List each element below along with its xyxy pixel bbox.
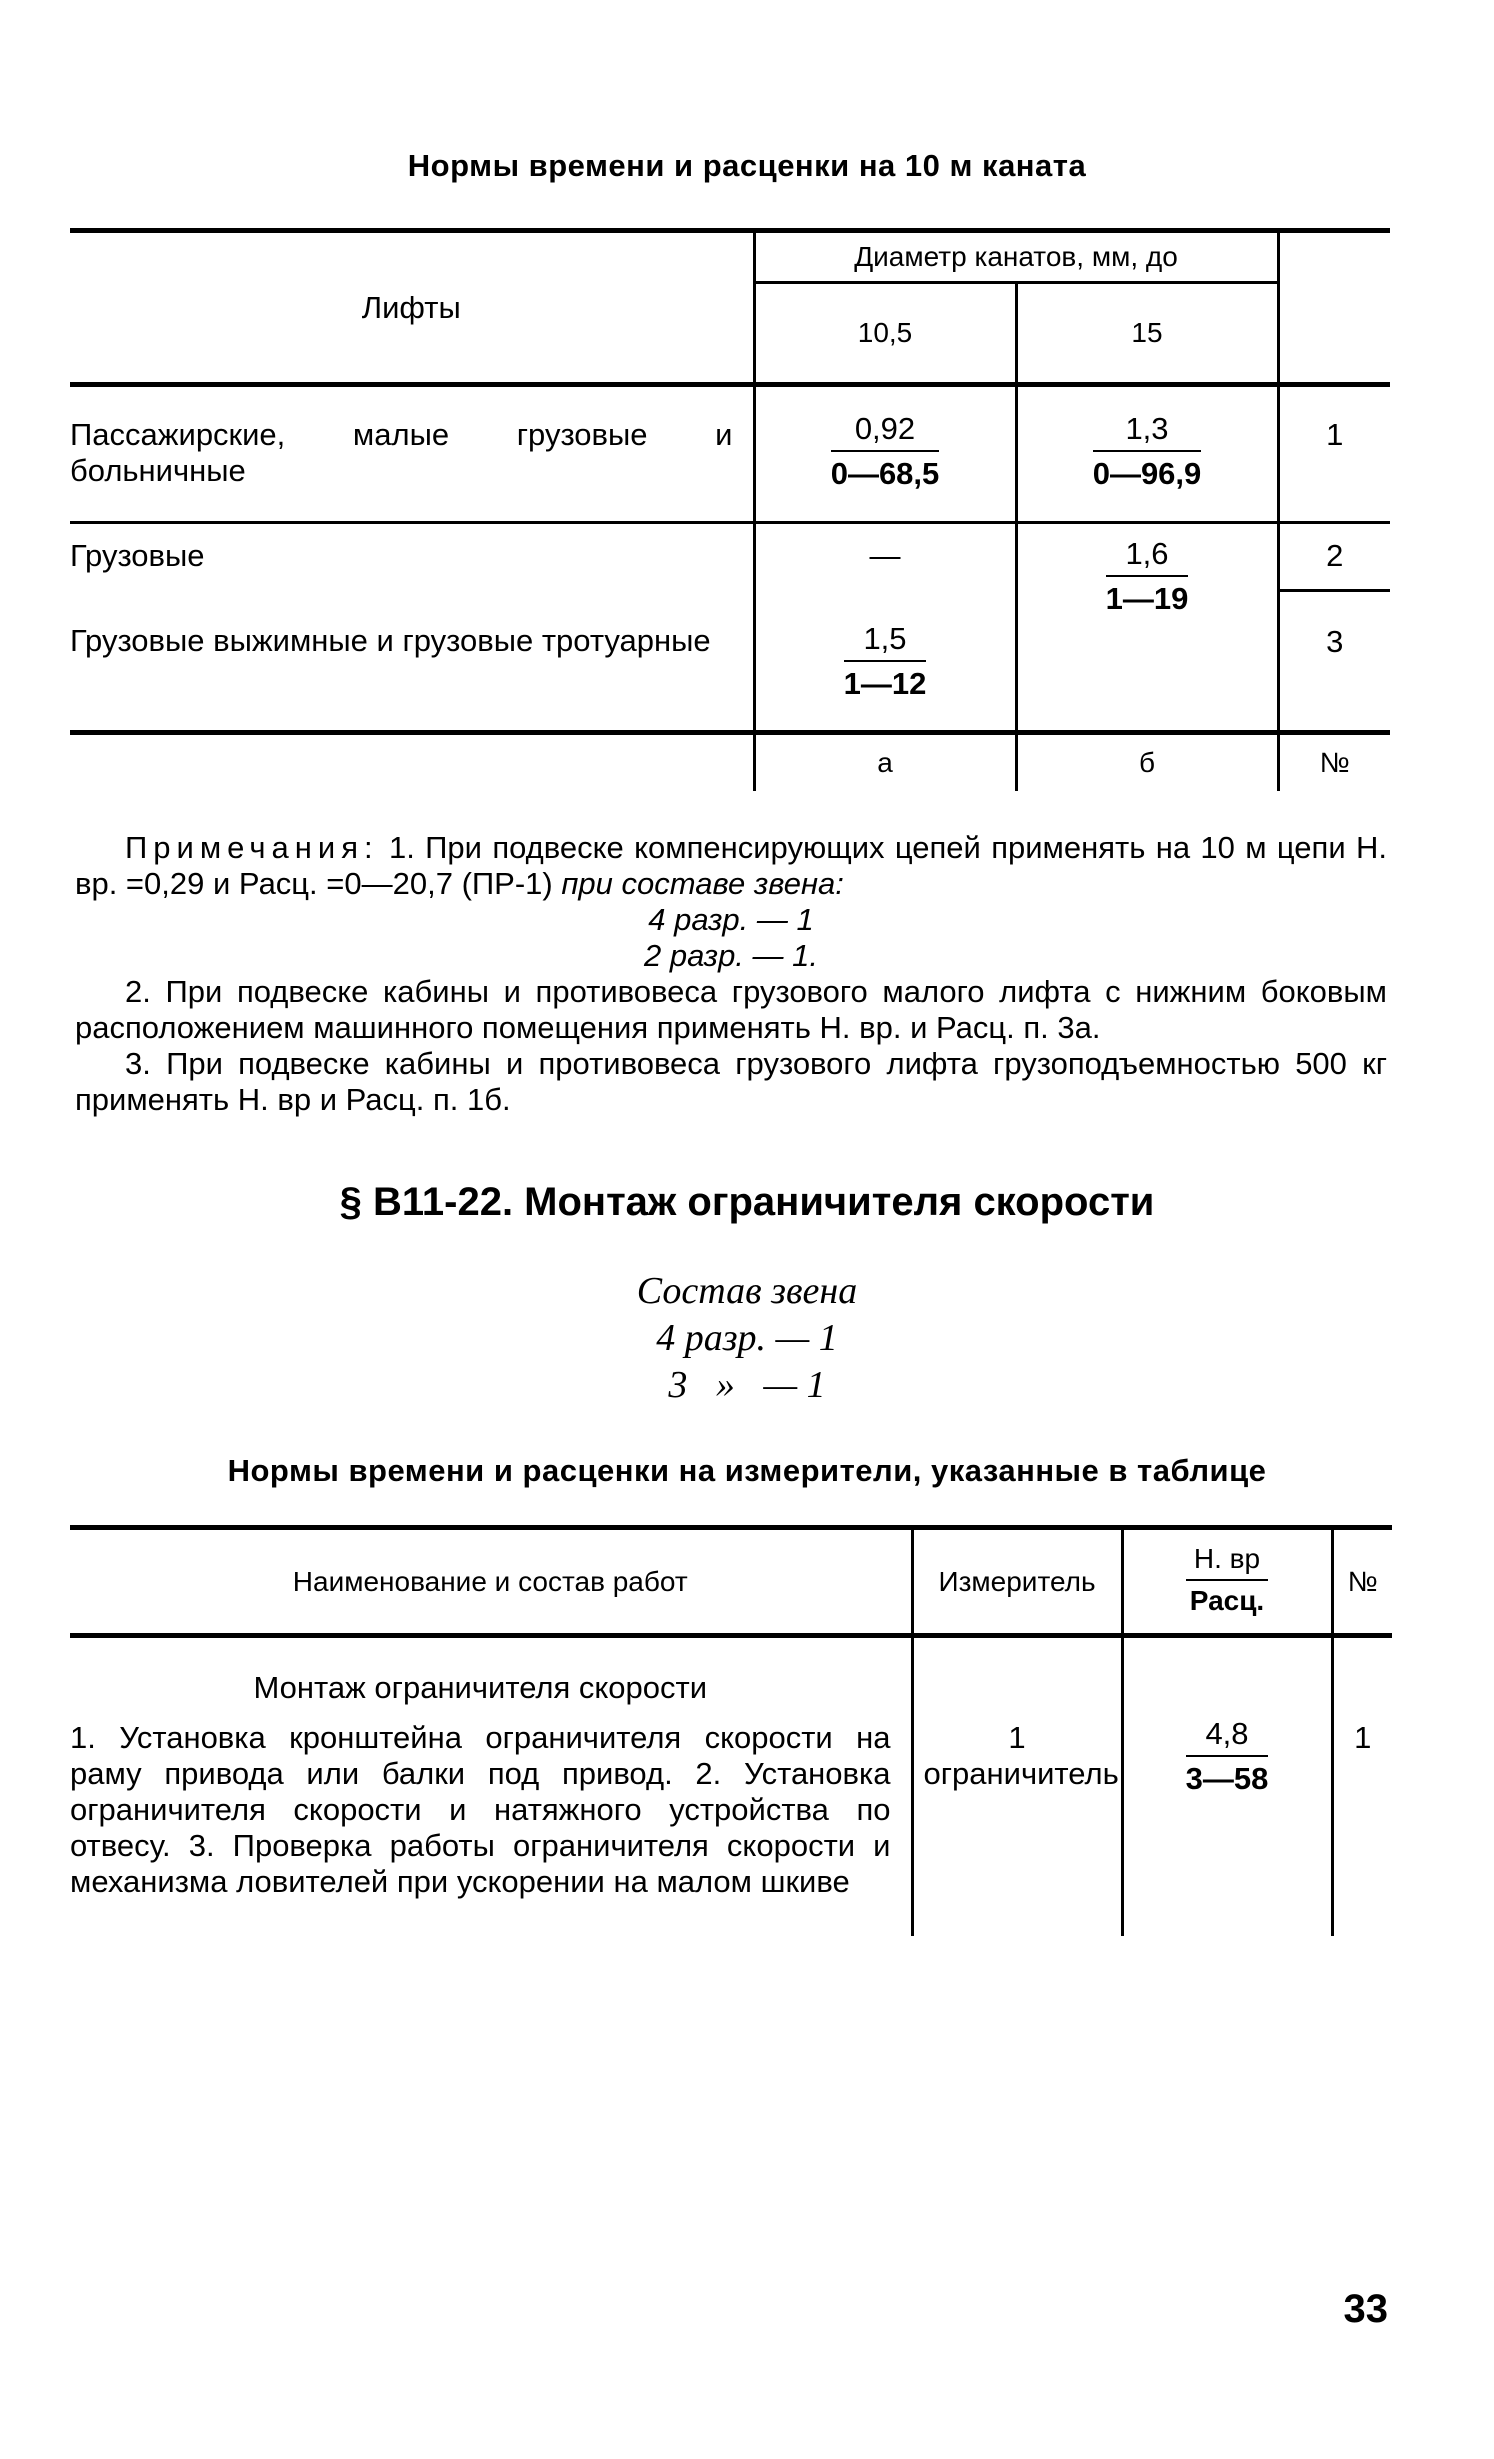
row3-col-a: $\frac{1,5}{1—12}$ xyxy=(754,591,1016,733)
head-norm: $\frac{Н. вр}{\text{Расц.}}$ xyxy=(1122,1528,1332,1636)
head-unit: Измеритель xyxy=(912,1528,1122,1636)
note-3: 3. При подвеске кабины и противовеса грузового лифта грузоподъемностью 500 кг применять Н. вр и Расц. п. 1б. xyxy=(75,1046,1387,1117)
footer-col-a: а xyxy=(754,733,1016,791)
table2-caption: Нормы времени и расценки на измерители, указанные в таблице xyxy=(227,1453,1267,1488)
head-number: № xyxy=(1332,1528,1392,1636)
row-unit: 1 ограничитель xyxy=(912,1636,1122,1936)
header-col-b: 15 xyxy=(1016,283,1278,385)
composition-line-2: 3 » — 1 xyxy=(668,1364,826,1406)
row2-name: Грузовые xyxy=(70,523,754,591)
page-number: 33 xyxy=(1343,2287,1388,2331)
row3-name: Грузовые выжимные и грузовые тротуарные xyxy=(70,622,711,658)
composition-title: Состав звена xyxy=(636,1270,858,1312)
row2-number: 2 xyxy=(1278,523,1390,591)
footer-col-b: б xyxy=(1016,733,1278,791)
row1-col-a: $\frac{0,92}{0—68,5}$ xyxy=(754,385,1016,523)
note-1-composition-2: 2 разр. — 1. xyxy=(644,938,818,973)
header-col-a: 10,5 xyxy=(754,283,1016,385)
note-2: 2. При подвеске кабины и противовеса грузового малого лифта с нижним боковым расположением машинного помещения применять Н. вр. и Расц. п. 3а. xyxy=(75,974,1387,1045)
row1-number: 1 xyxy=(1278,385,1390,523)
composition-line-1: 4 разр. — 1 xyxy=(656,1317,838,1359)
footer-number: № xyxy=(1278,733,1390,791)
crew-composition xyxy=(0,1268,1494,1409)
norms-table-speed-limiter xyxy=(70,1525,1392,1936)
row-work xyxy=(70,1636,912,1936)
row2-3-col-b: $\frac{1,6}{1—19}$ xyxy=(1016,523,1278,733)
header-diameter: Диаметр канатов, мм, до xyxy=(754,231,1278,283)
row2-col-a: — xyxy=(754,523,1016,591)
note-1-composition-1: 4 разр. — 1 xyxy=(648,902,814,937)
notes-block xyxy=(75,830,1387,1118)
head-name: Наименование и состав работ xyxy=(70,1528,912,1636)
norms-table-ropes xyxy=(70,228,1390,791)
row1-col-b: $\frac{1,3}{0—96,9}$ xyxy=(1016,385,1278,523)
header-lifts: Лифты xyxy=(70,231,754,385)
section-title: § В11-22. Монтаж ограничителя скорости xyxy=(339,1180,1155,1224)
row-work-text: 1. Установка кронштейна ограничителя скорости на раму привода или балки под привод. 2. Установка ограничителя скорости и натяжного устройства по отвесу. 3. Проверка работы ограничителя скорости и механизма ловителей при ускорении на малом шкиве xyxy=(70,1720,891,1899)
table1-caption: Нормы времени и расценки на 10 м каната xyxy=(407,148,1087,183)
row-number: 1 xyxy=(1332,1636,1392,1936)
row-norm: $\frac{4,8}{3—58}$ xyxy=(1122,1636,1332,1936)
row-work-title: Монтаж ограничителя скорости xyxy=(253,1670,708,1705)
row1-name: Пассажирские, малые грузовые и больничные xyxy=(70,385,754,523)
row3-number: 3 xyxy=(1278,591,1390,733)
note-1: Примечания: 1. При подвеске компенсирующих цепей применять на 10 м цепи Н. вр. =0,29 и Расц. =0—20,7 (ПР-1) при составе звена: xyxy=(75,830,1387,901)
